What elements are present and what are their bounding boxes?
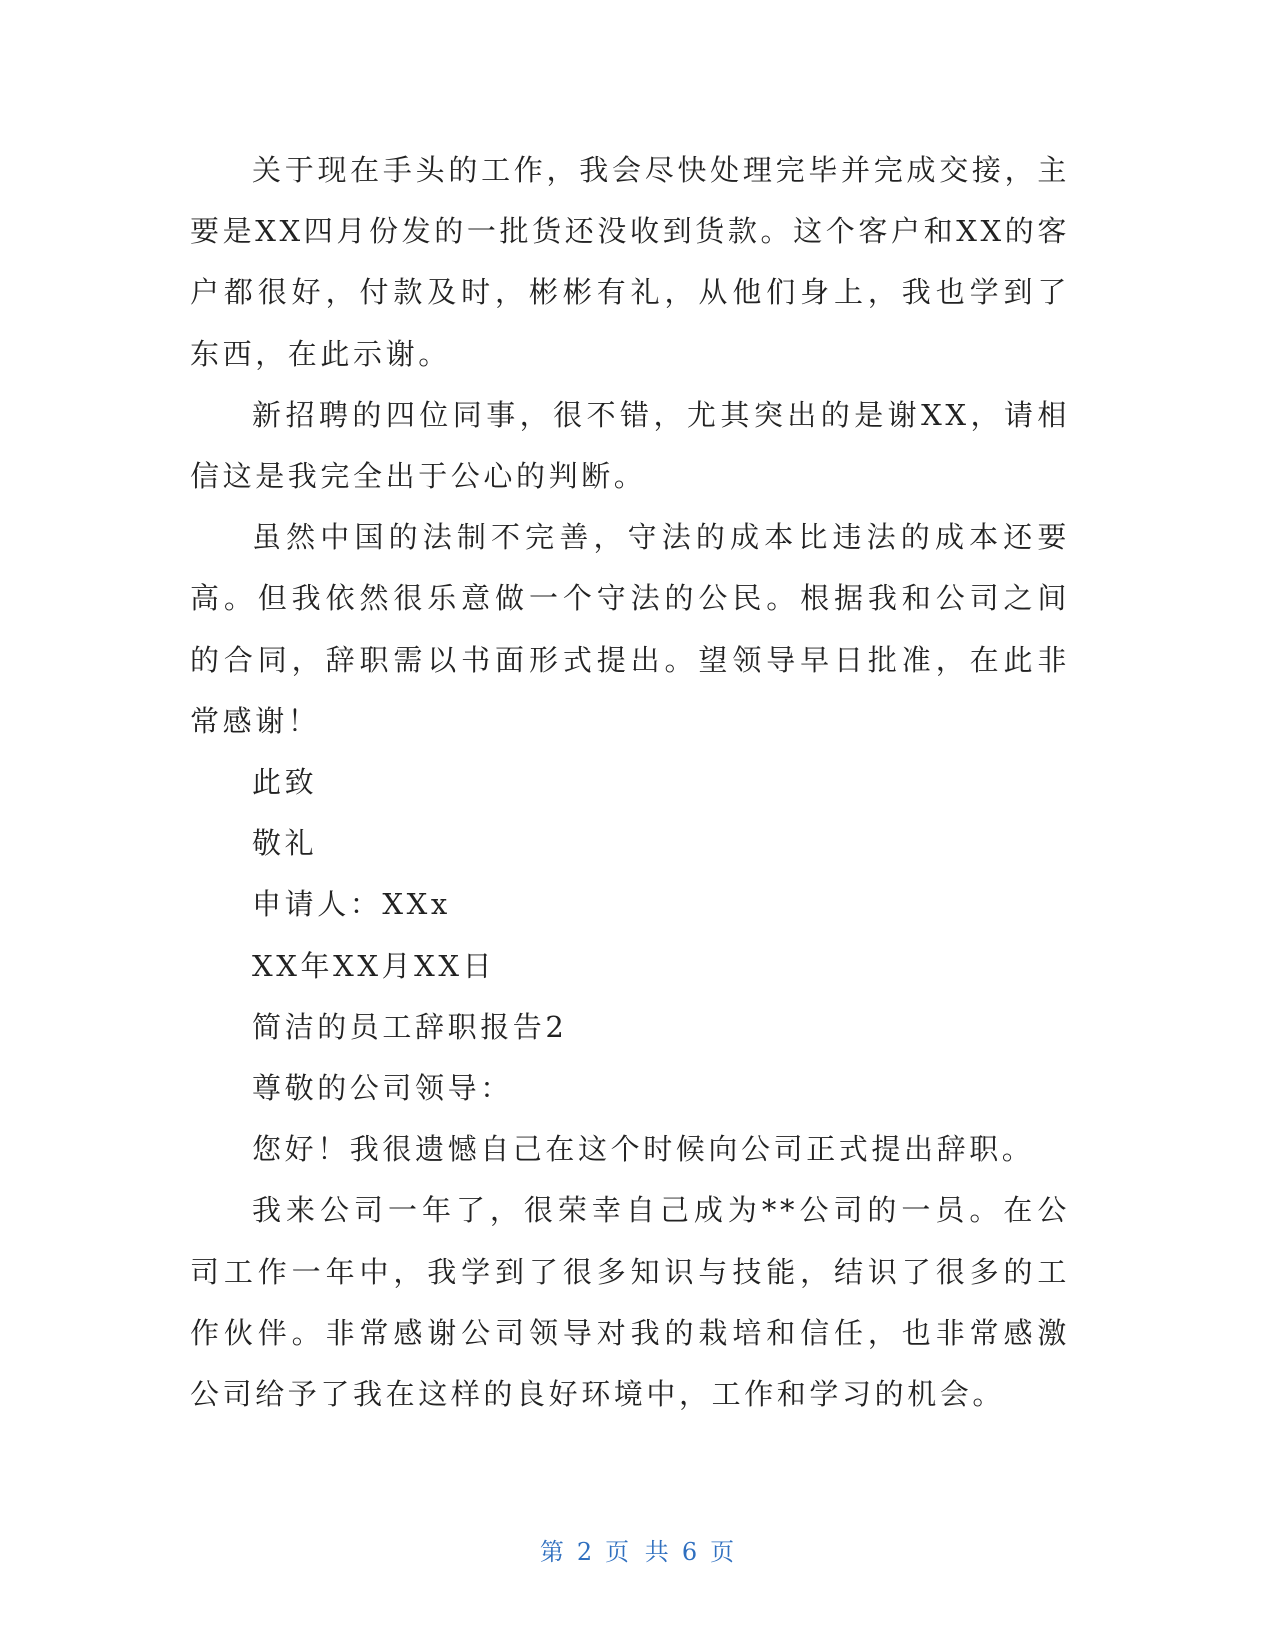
- paragraph-handover: 关于现在手头的工作，我会尽快处理完毕并完成交接，主要是XX四月份发的一批货还没收到货款。这个客户和XX的客户都很好，付款及时，彬彬有礼，从他们身上，我也学到了东西，在此示谢。: [190, 153, 1070, 371]
- section-title: 简洁的员工辞职报告2: [252, 1009, 568, 1044]
- footer-middle: 页 共: [605, 1538, 670, 1566]
- footer-current-page: 2: [576, 1538, 594, 1566]
- paragraph-law: 虽然中国的法制不完善，守法的成本比违法的成本还要高。但我依然很乐意做一个守法的公民。根据我和公司之间的合同，辞职需以书面形式提出。望领导早日批准，在此非常感谢！: [190, 520, 1070, 738]
- applicant-line: 申请人：XXx: [252, 887, 451, 922]
- document-body: [190, 140, 1070, 1425]
- footer-suffix: 页: [710, 1538, 736, 1566]
- paragraph-gratitude: 我来公司一年了，很荣幸自己成为**公司的一员。在公司工作一年中，我学到了很多知识与技能，结识了很多的工作伙伴。非常感谢公司领导对我的栽培和信任，也非常感激公司给予了我在这样的良好环境中，工作和学习的机会。: [190, 1193, 1070, 1412]
- closing-text: 此致: [252, 765, 318, 800]
- greeting-line: 尊敬的公司领导：: [252, 1071, 513, 1106]
- footer-prefix: 第: [539, 1538, 565, 1566]
- opening-line: 您好！我很遗憾自己在这个时候向公司正式提出辞职。: [252, 1132, 1035, 1167]
- paragraph-new-colleagues: 新招聘的四位同事，很不错，尤其突出的是谢XX，请相信这是我完全出于公心的判断。: [190, 397, 1070, 494]
- salute-text: 敬礼: [252, 826, 318, 861]
- date-line: XX年XX月XX日: [252, 948, 496, 983]
- page-number-footer: [0, 1532, 1275, 1567]
- footer-total-pages: 6: [681, 1538, 699, 1566]
